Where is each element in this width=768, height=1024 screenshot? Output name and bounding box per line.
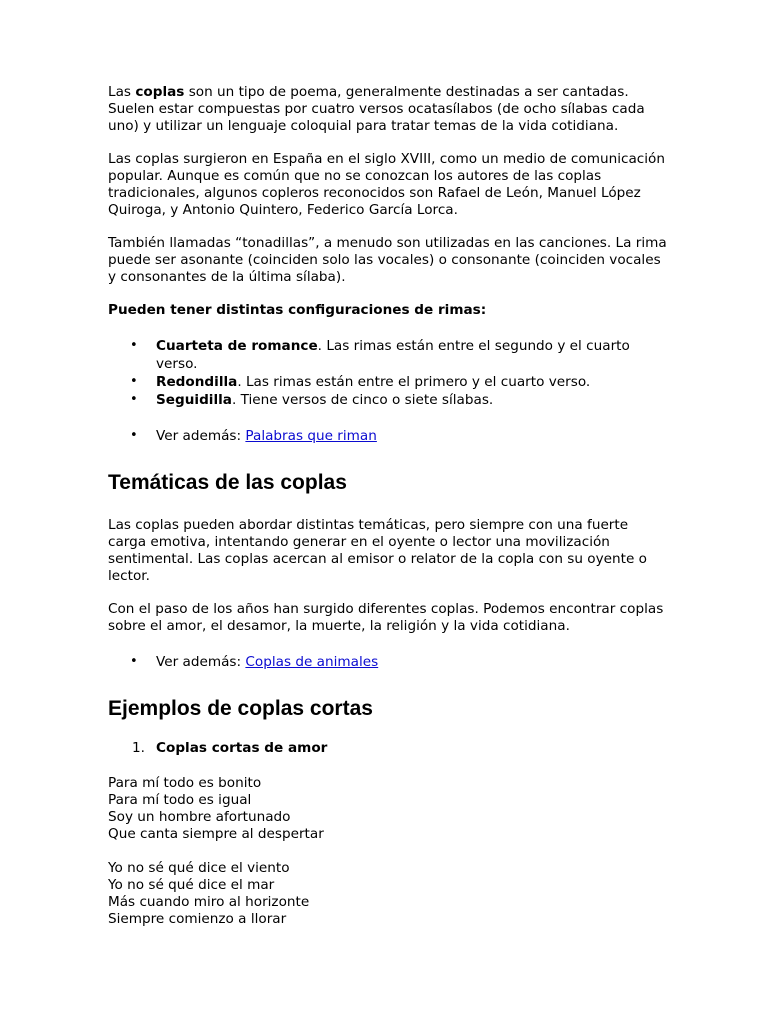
see-also-list-2 xyxy=(108,653,668,671)
rima-term: Cuarteta de romance xyxy=(156,338,318,354)
list-item xyxy=(108,427,668,445)
verse-line: Siempre comienzo a llorar xyxy=(108,911,287,927)
intro-text-prefix: Las xyxy=(108,84,136,100)
rimas-heading xyxy=(108,302,668,319)
list-item xyxy=(108,373,668,391)
rimas-heading-text: Pueden tener distintas configuraciones de rimas: xyxy=(108,302,487,318)
rima-desc: . Tiene versos de cinco o siete sílabas. xyxy=(231,392,494,408)
verse-line: Que canta siempre al despertar xyxy=(108,826,324,842)
rimas-list xyxy=(108,337,668,409)
see-also-prefix: Ver además: xyxy=(156,428,246,444)
verse-line: Para mí todo es bonito xyxy=(108,775,262,791)
see-also-list-1 xyxy=(108,427,668,445)
intro-paragraph-2: Las coplas surgieron en España en el siglo XVIII, como un medio de comunicación popular. Aunque es común que no se conozcan los autores de las coplas tradicionales, algunos copleros reconocidos son Rafael de León, Manuel López Quiroga, y Antonio Quintero, Federico García Lorca. xyxy=(108,151,665,218)
intro-paragraph-3: También llamadas “tonadillas”, a menudo son utilizadas en las canciones. La rima puede ser asonante (coinciden solo las vocales) o consonante (coinciden vocales y consonantes de la última sílaba). xyxy=(108,235,667,285)
document-page xyxy=(108,84,668,928)
see-also-prefix: Ver además: xyxy=(156,654,246,670)
stanza-2 xyxy=(108,860,668,928)
ejemplos-heading: Ejemplos de coplas cortas xyxy=(108,697,373,720)
ejemplos-list xyxy=(108,739,668,757)
intro-text-body: son un tipo de poema, generalmente destinadas a ser cantadas. Suelen estar compuestas por cuatro versos ocatasílabos (de ocho sílabas cada uno) y utilizar un lenguaje coloquial para tratar temas de la vida cotidiana. xyxy=(108,84,645,134)
stanza-1 xyxy=(108,775,668,843)
tematicas-heading: Temáticas de las coplas xyxy=(108,471,347,494)
ejemplo-title: Coplas cortas de amor xyxy=(156,740,328,756)
palabras-que-riman-link[interactable]: Palabras que riman xyxy=(245,428,377,444)
list-number: 1. xyxy=(132,740,145,756)
intro-bold-term: coplas xyxy=(135,84,185,100)
verse-line: Para mí todo es igual xyxy=(108,792,252,808)
list-item xyxy=(108,739,668,757)
tematicas-paragraph-2: Con el paso de los años han surgido diferentes coplas. Podemos encontrar coplas sobre el amor, el desamor, la muerte, la religión y la vida cotidiana. xyxy=(108,601,664,634)
rima-term: Seguidilla xyxy=(156,392,232,408)
rima-desc: . Las rimas están entre el primero y el cuarto verso. xyxy=(237,374,591,390)
verse-line: Soy un hombre afortunado xyxy=(108,809,291,825)
tematicas-paragraph-1: Las coplas pueden abordar distintas temáticas, pero siempre con una fuerte carga emotiva, intentando generar en el oyente o lector una movilización sentimental. Las coplas acercan al emisor o relator de la copla con su oyente o lector. xyxy=(108,517,647,584)
list-item xyxy=(108,391,668,409)
list-item xyxy=(108,337,668,373)
rima-term: Redondilla xyxy=(156,374,238,390)
rima-desc: . Las rimas están entre el segundo y el cuarto verso. xyxy=(156,338,630,372)
verse-line: Yo no sé qué dice el mar xyxy=(108,877,275,893)
list-item xyxy=(108,653,668,671)
coplas-de-animales-link[interactable]: Coplas de animales xyxy=(245,654,379,670)
verse-line: Yo no sé qué dice el viento xyxy=(108,860,290,876)
verse-line: Más cuando miro al horizonte xyxy=(108,894,310,910)
intro-paragraph-1 xyxy=(108,84,668,135)
